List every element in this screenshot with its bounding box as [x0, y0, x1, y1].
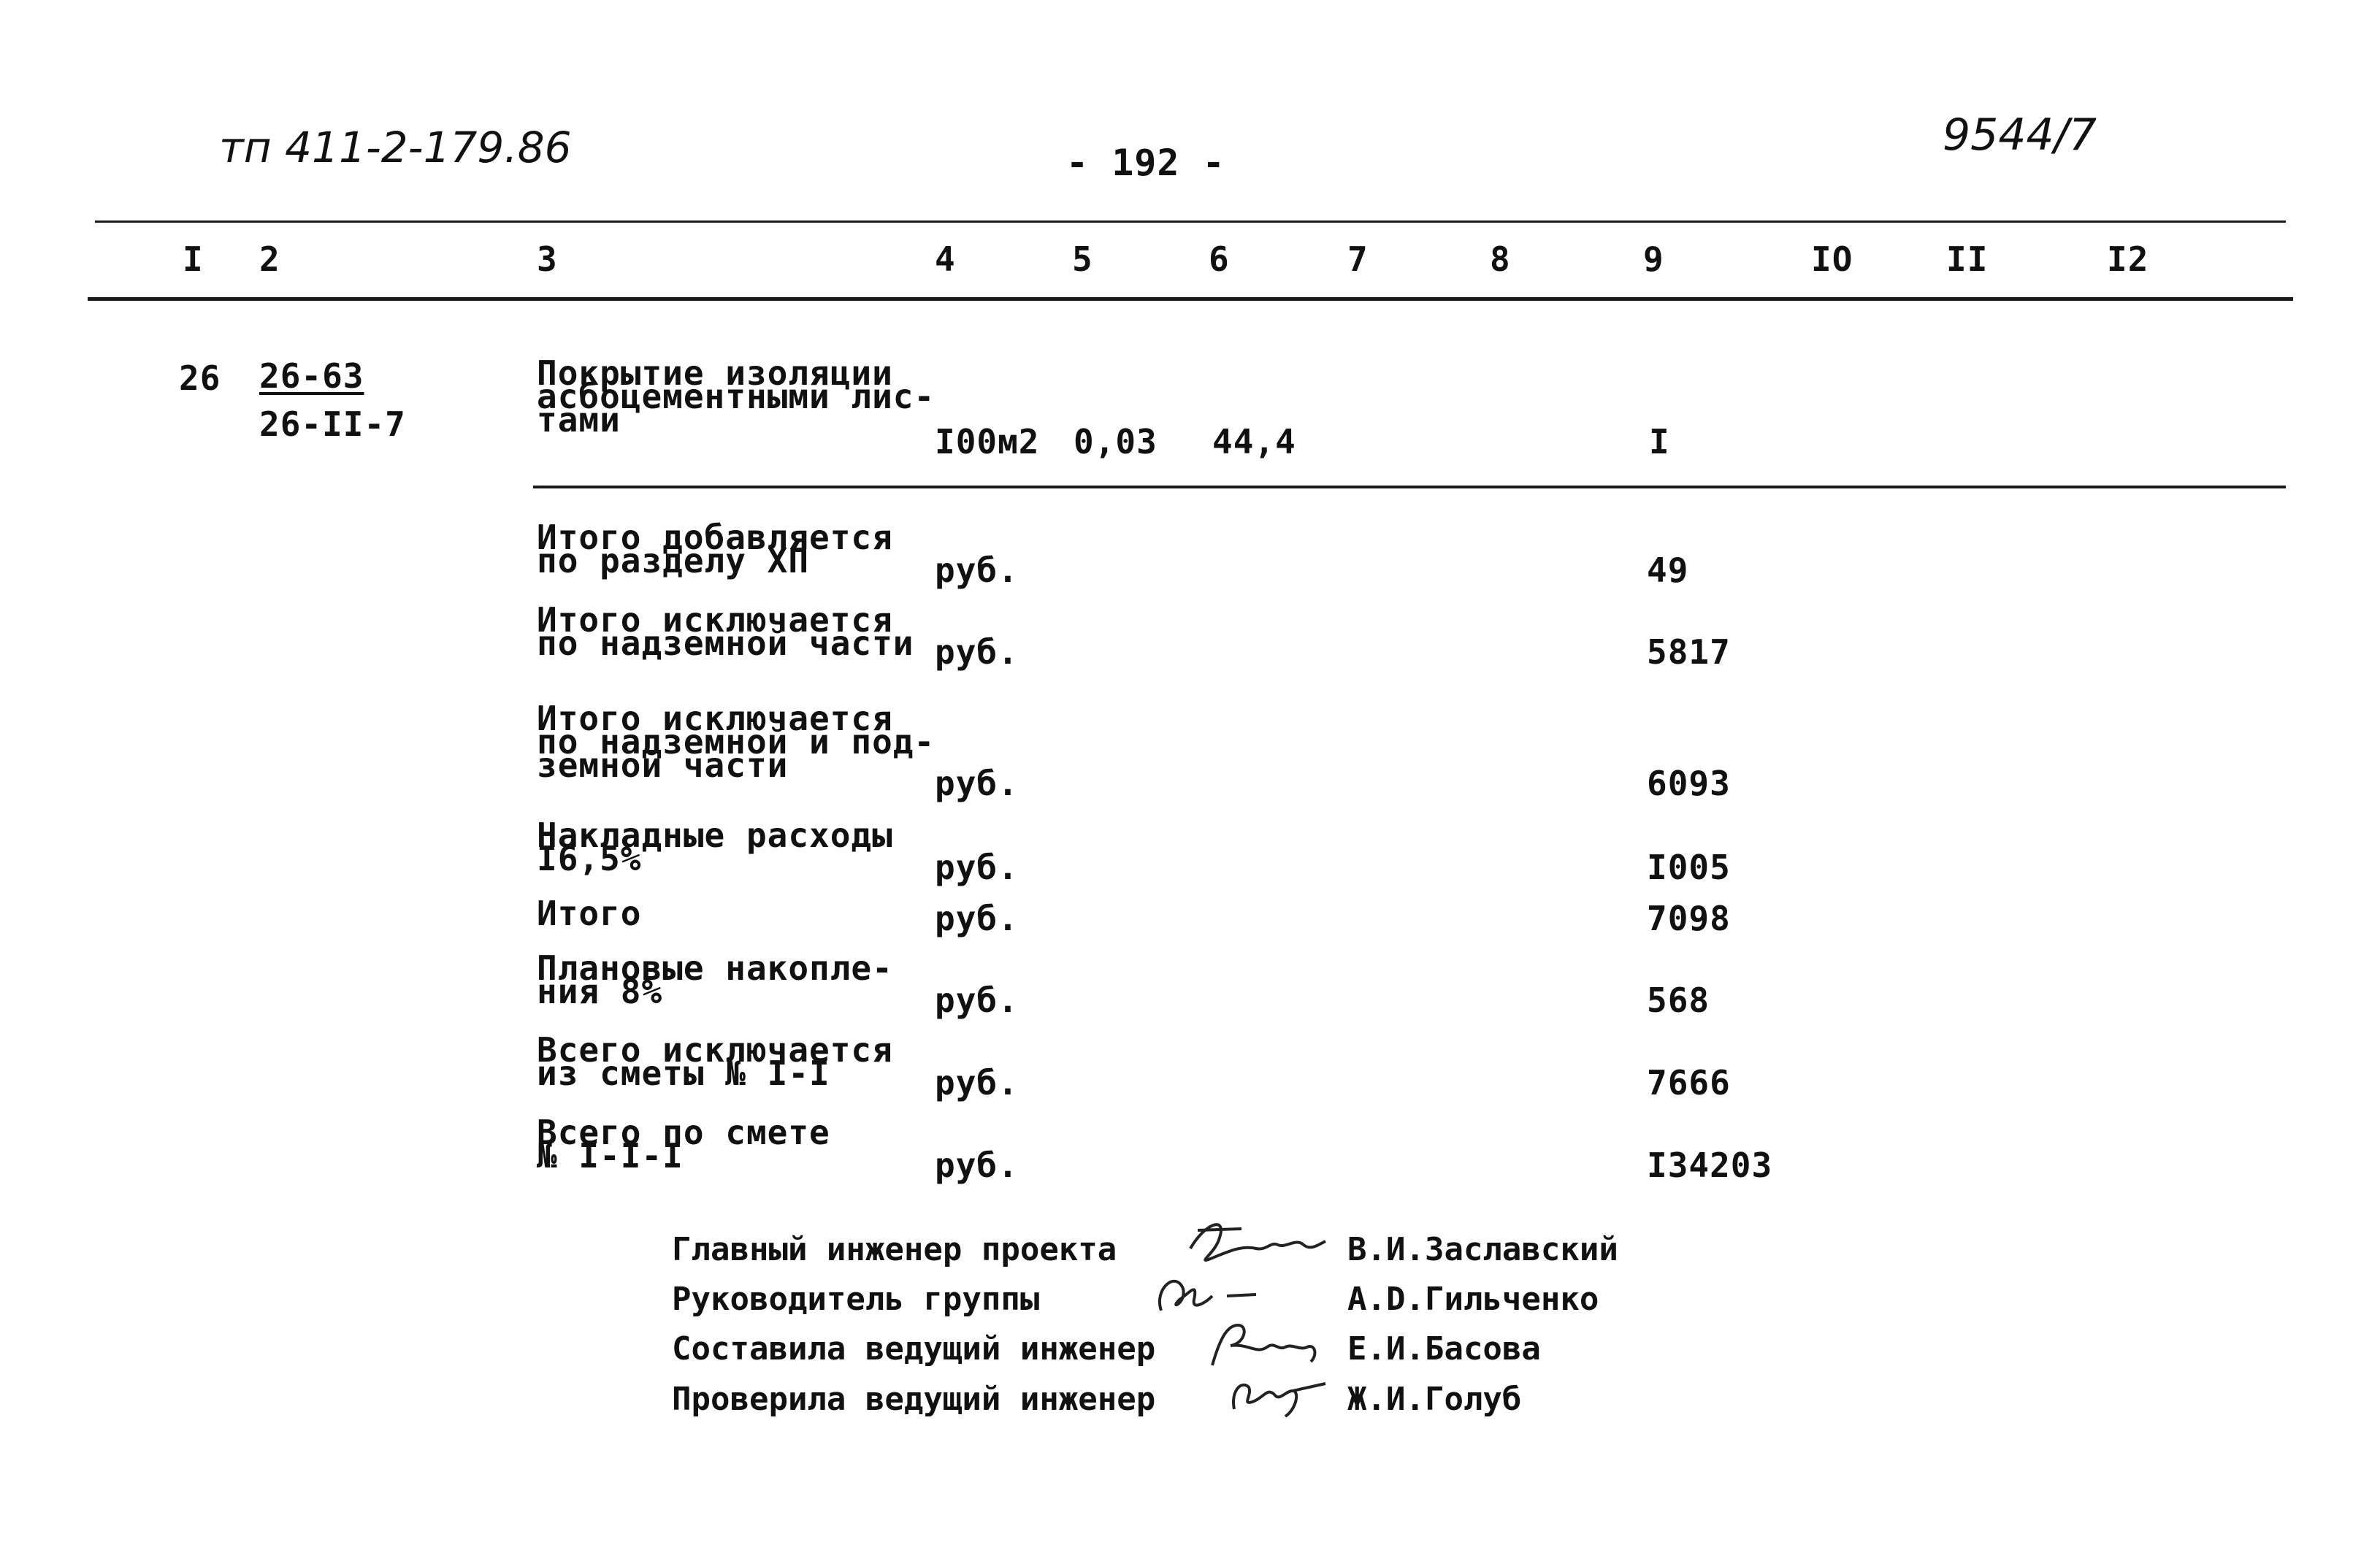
row-price: 44,4: [1212, 422, 1296, 461]
col-header-3: 3: [537, 239, 558, 279]
signatory-role: Главный инженер проекта: [672, 1231, 1117, 1268]
summary-value: 7098: [1647, 899, 1731, 938]
summary-unit: руб.: [935, 632, 1019, 672]
col-header-2: 2: [259, 239, 280, 279]
col-header-8: 8: [1490, 239, 1511, 279]
row-quantity: 0,03: [1074, 422, 1158, 461]
summary-label: Всего исключается из сметы № I-I: [537, 1030, 893, 1093]
col-header-5: 5: [1072, 239, 1093, 279]
row-total: I: [1649, 422, 1670, 461]
summary-label: Всего по смете № I-I-I: [537, 1113, 830, 1175]
summary-label: Итого исключается по надземной и под- земной части: [537, 699, 935, 785]
row-code-top: 26-63: [259, 356, 364, 396]
col-header-12: I2: [2107, 239, 2149, 279]
summary-label: Итого: [537, 894, 642, 933]
summary-label: Плановые накопле- ния 8%: [537, 948, 893, 1011]
row-separator: [533, 486, 2286, 488]
summary-value: 49: [1647, 551, 1689, 590]
summary-value: 5817: [1647, 632, 1731, 672]
signatory-name: А.D.Гильченко: [1347, 1281, 1599, 1318]
col-header-9: 9: [1643, 239, 1664, 279]
summary-unit: руб.: [935, 1063, 1019, 1102]
row-number: 26: [179, 358, 221, 398]
header-bottom-rule: [88, 297, 2293, 301]
summary-unit: руб.: [935, 1146, 1019, 1185]
summary-value: I34203: [1647, 1146, 1773, 1185]
row-description: Покрытие изоляции асбоцементными лис- тами: [537, 353, 935, 440]
signatory-name: Ж.И.Голуб: [1347, 1381, 1522, 1418]
document-code: тп 411-2-179.86: [219, 123, 572, 172]
summary-label: Накладные расходы I6,5%: [537, 816, 893, 878]
col-header-11: II: [1946, 239, 1989, 279]
summary-value: 568: [1647, 981, 1710, 1020]
archive-number: 9544/7: [1943, 110, 2097, 161]
summary-unit: руб.: [935, 551, 1019, 590]
signatory-name: Е.И.Басова: [1347, 1330, 1541, 1368]
signatory-role: Составила ведущий инженер: [672, 1330, 1156, 1368]
summary-unit: руб.: [935, 899, 1019, 938]
col-header-1: I: [183, 239, 204, 279]
row-code-bottom: 26-II-7: [259, 404, 406, 444]
col-header-6: 6: [1209, 239, 1230, 279]
summary-unit: руб.: [935, 764, 1019, 803]
col-header-10: IO: [1811, 239, 1853, 279]
summary-label: Итого исключается по надземной части: [537, 600, 914, 663]
summary-value: I005: [1647, 848, 1731, 887]
summary-unit: руб.: [935, 981, 1019, 1020]
header-top-rule: [95, 220, 2286, 223]
summary-value: 7666: [1647, 1063, 1731, 1102]
page-number: - 192 -: [1066, 142, 1225, 184]
row-unit: I00м2: [935, 422, 1040, 461]
col-header-7: 7: [1347, 239, 1369, 279]
signatory-name: В.И.Заславский: [1347, 1231, 1618, 1268]
summary-value: 6093: [1647, 764, 1731, 803]
signatory-role: Проверила ведущий инженер: [672, 1381, 1156, 1418]
col-header-4: 4: [935, 239, 956, 279]
handwritten-signature: [1212, 1362, 1336, 1427]
summary-unit: руб.: [935, 848, 1019, 887]
signatory-role: Руководитель группы: [672, 1281, 1040, 1318]
summary-label: Итого добавляется по разделу ХП: [537, 518, 893, 580]
